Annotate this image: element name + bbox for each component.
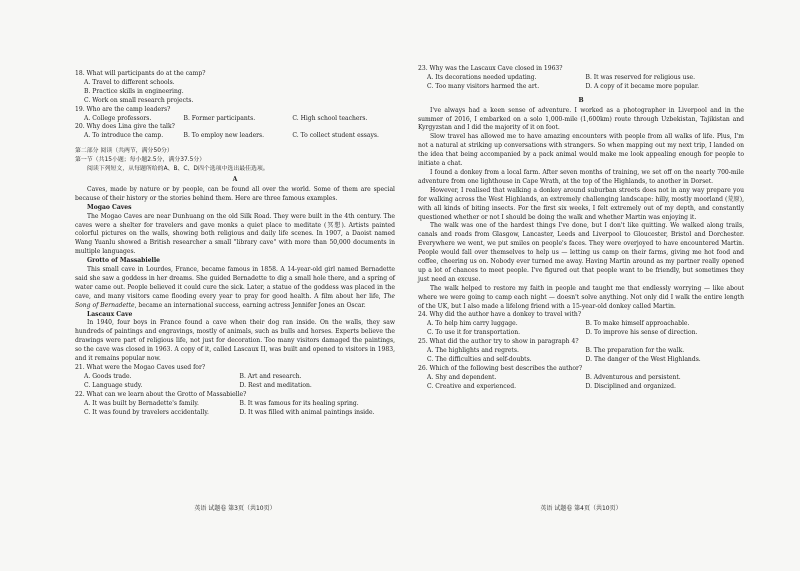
options-26b bbox=[427, 383, 744, 392]
option: D. To improve his sense of direction. bbox=[585, 329, 698, 337]
lascaux-paragraph: In 1940, four boys in France found a cave when their dog ran inside. On the walls, they saw hundreds of paintings and engravings, mostly of animals, such as bulls and horses. Experts believe the drawings were part of religious life, not just for decoration. Too many visitors damaged the paintings, so the cave was closed in 1963. A copy of it, called Lascaux II, was built and opened to visitors in 1983, and it remains popular now. bbox=[75, 319, 395, 363]
option: B. Practice skills in engineering. bbox=[84, 87, 184, 95]
question-20: 20. Why does Lina give the talk? bbox=[75, 123, 175, 131]
options-25 bbox=[427, 347, 744, 356]
options-24b bbox=[427, 329, 744, 338]
option: A. It was built by Bernadette's family. bbox=[84, 399, 199, 407]
option: A. Its decorations needed updating. bbox=[427, 73, 537, 81]
option: C. It was found by travelers accidentally. bbox=[84, 408, 209, 416]
grotto-text-1: This small cave in Lourdes, France, became famous in 1858. A 14-year-old girl named Bernadette said she saw a goddess in her dreams. She guided Bernadette to dig a small hole there, and a spring of water came out. People believed it could cure the sick. Later, a statue of the goddess was placed in the cave, and many visitors came flooding every year to pray for good health. A film about her life, bbox=[75, 266, 395, 300]
left-page-footer: 英语 试题卷 第3页（共10页） bbox=[194, 505, 276, 512]
option: A. College professors. bbox=[84, 114, 152, 122]
film-title: The Song of Bernadette bbox=[75, 292, 395, 309]
question-25: 25. What did the author try to show in paragraph 4? bbox=[418, 338, 579, 346]
options-23b bbox=[427, 83, 744, 92]
passage-b-paragraph-5: The walk was one of the hardest things I've done, but I don't like quitting. We walked along trails, canals and roads from Glasgow, Lancaster, Leeds and Liverpool to Gloucester, Bristol and Dorchester. Everywhere we went, we put smiles on people's faces. They were overjoyed to have encountered Martin. People would fall over themselves to help us — letting us camp on their farms, giving me hot food and coffee, cheering us on. Nobody ever turned me away. Having Martin around as my partner really opened up a lot of chances to meet people. I've figured out that people want to be friendly, but sometimes they just need an excuse. bbox=[418, 222, 744, 283]
option: D. The danger of the West Highlands. bbox=[585, 356, 701, 363]
question-23: 23. Why was the Lascaux Cave closed in 1963? bbox=[418, 65, 563, 72]
section-one-heading: 第一节（共15小题；每小题2.5分，满分37.5分） bbox=[75, 157, 206, 164]
options-20 bbox=[84, 132, 395, 141]
option: C. Work on small research projects. bbox=[84, 96, 194, 104]
option: B. Former participants. bbox=[183, 114, 256, 122]
options-22 bbox=[84, 400, 395, 409]
options-25b bbox=[427, 356, 744, 365]
grotto-paragraph bbox=[75, 266, 395, 311]
grotto-heading: Grotto of Massabielle bbox=[87, 257, 160, 265]
passage-b-paragraph-3: I found a donkey from a local farm. After seven months of training, we set off on the nearly 700-mile adventure from one lighthouse in Cape Wrath, at the top of the Highlands, to another in Dorset. bbox=[418, 168, 744, 185]
option: A. To introduce the camp. bbox=[84, 132, 164, 140]
option: D. Disciplined and organized. bbox=[585, 382, 676, 390]
options-26 bbox=[427, 374, 744, 383]
question-19: 19. Who are the camp leaders? bbox=[75, 105, 171, 113]
mogao-heading: Mogao Caves bbox=[87, 203, 132, 211]
option: B. The preparation for the walk. bbox=[585, 347, 685, 355]
right-page bbox=[418, 65, 744, 392]
option: B. To employ new leaders. bbox=[183, 132, 265, 140]
question-24: 24. Why did the author have a donkey to travel with? bbox=[418, 311, 582, 319]
question-22: 22. What can we learn about the Grotto of Massabielle? bbox=[75, 390, 247, 398]
question-18: 18. What will participants do at the camp? bbox=[75, 70, 206, 77]
option: D. It was filled with animal paintings inside. bbox=[239, 408, 375, 416]
passage-b-paragraph-2: Slow travel has allowed me to have amazing encounters with people from all walks of life. Plus, I'm not a natural at striking up conversations with strangers. So when mapping out my next trip, I landed on the idea that being accompanied by a pack animal would make me look appealing enough for people to initiate a chat. bbox=[418, 133, 744, 168]
passage-a-label: A bbox=[232, 175, 238, 183]
option: A. To help him carry luggage. bbox=[427, 320, 518, 328]
option: C. Language study. bbox=[84, 381, 143, 389]
passage-b-paragraph-4: However, I realised that walking a donkey around suburban streets does not in any way prepare you for walking across the West Highlands, an extremely challenging landscape: hilly, mostly moorland (荒原), with all kinds of biting insects. For the first six weeks, I felt extremely out of my depth, and constantly questioned whether or not I should be doing the walk and whether Martin was enjoying it. bbox=[418, 186, 744, 221]
passage-b-label: B bbox=[578, 96, 584, 104]
option: B. To make himself approachable. bbox=[585, 320, 690, 328]
option: A. Shy and dependent. bbox=[427, 373, 497, 381]
passage-a-intro: Caves, made by nature or by people, can be found all over the world. Some of them are special because of their history or the stories behind them. Here are three famous examples. bbox=[75, 185, 395, 202]
option: D. A copy of it became more popular. bbox=[585, 82, 699, 90]
option: A. Goods trade. bbox=[84, 372, 132, 380]
option: C. High school teachers. bbox=[292, 114, 368, 122]
grotto-text-2: , became an international success, earning actress Jennifer Jones an Oscar. bbox=[134, 301, 366, 309]
passage-b-paragraph-6: The walk helped to restore my faith in people and taught me that endlessly worrying — like about where we were going to camp each night — doesn't solve anything. Not only did I walk the entire length of the UK, but I also made a lifelong friend with a 15-year-old donkey called Martin. bbox=[418, 284, 744, 310]
lascaux-heading: Lascaux Cave bbox=[87, 310, 133, 318]
option: C. To use it for transportation. bbox=[427, 329, 521, 337]
options-22b bbox=[84, 409, 395, 418]
options-24 bbox=[427, 320, 744, 329]
options-21 bbox=[84, 373, 395, 382]
option: A. The highlights and regrets. bbox=[427, 347, 519, 355]
options-19 bbox=[84, 115, 395, 124]
reading-instruction: 阅读下列短文，从每题所给的A、B、C、D四个选项中选出最佳选项。 bbox=[87, 166, 269, 173]
option: B. Art and research. bbox=[239, 372, 302, 380]
option: C. Too many visitors harmed the art. bbox=[427, 82, 540, 90]
options-21b bbox=[84, 382, 395, 391]
option: D. Rest and meditation. bbox=[239, 381, 312, 389]
passage-b-paragraph-1: I've always had a keen sense of adventure. I worked as a photographer in Liverpool and in the summer of 2016, I embarked on a solo 1,000-mile (1,600km) route through Uzbekistan, Tajikistan and Kyrgyzstan and I did the majority of it on foot. bbox=[418, 106, 744, 132]
option: C. The difficulties and self-doubts. bbox=[427, 356, 532, 363]
left-page bbox=[75, 70, 395, 417]
options-23 bbox=[427, 74, 744, 83]
option: B. Adventurous and persistent. bbox=[585, 373, 681, 381]
option: B. It was reserved for religious use. bbox=[585, 73, 696, 81]
mogao-paragraph: The Mogao Caves are near Dunhuang on the old Silk Road. They were built in the 4th century. The caves were a shelter for travelers and gave monks a quiet place to meditate (冥想). Artists painted colorful pictures on the walls, showing both religious and daily life scenes. In 1907, a Daoist named Wang Yuanlu showed a British researcher a small "library cave" with more than 50,000 documents in multiple languages. bbox=[75, 212, 395, 256]
part-two-heading: 第二部分 阅读（共两节，满分50分） bbox=[75, 148, 173, 155]
question-26: 26. Which of the following best describes the author? bbox=[418, 364, 583, 372]
option: A. Travel to different schools. bbox=[84, 78, 175, 86]
option: B. It was famous for its healing spring. bbox=[239, 399, 359, 407]
question-21: 21. What were the Mogao Caves used for? bbox=[75, 364, 206, 371]
option: C. To collect student essays. bbox=[292, 132, 379, 140]
option: C. Creative and experienced. bbox=[427, 382, 517, 390]
right-page-footer: 英语 试题卷 第4页（共10页） bbox=[540, 505, 622, 512]
